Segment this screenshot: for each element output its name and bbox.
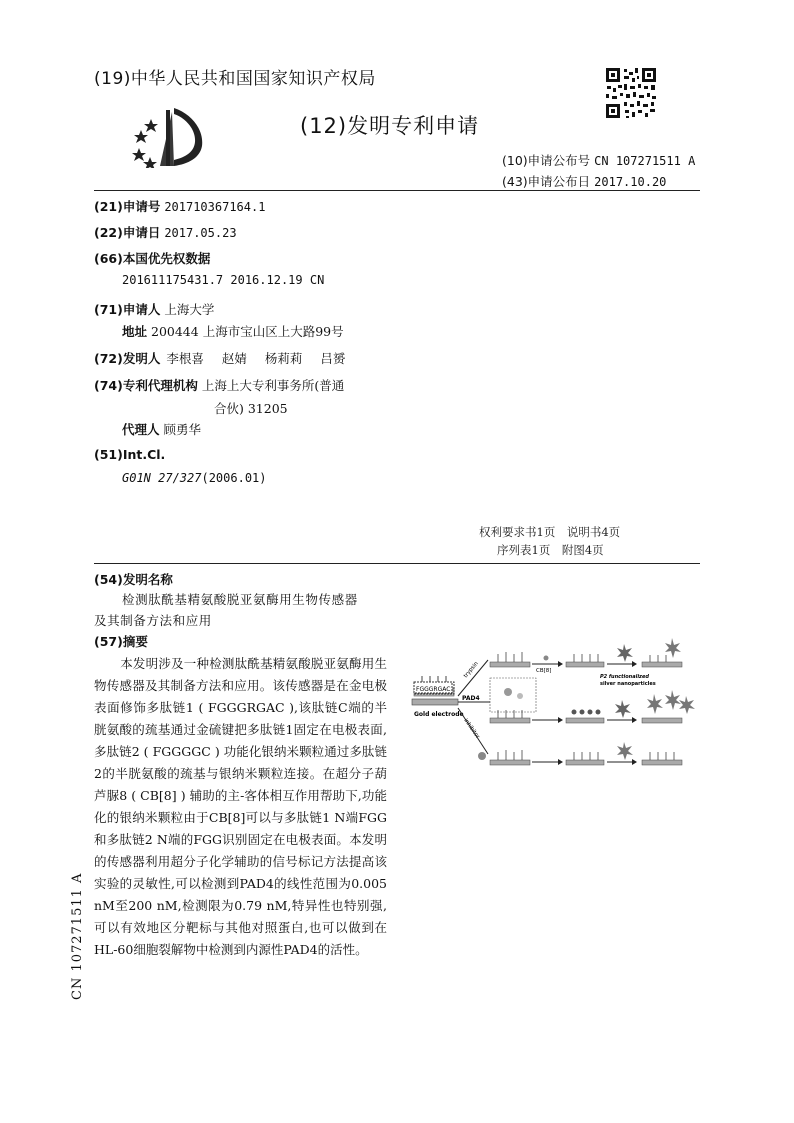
ipc-code: G01N 27/327 xyxy=(122,471,202,485)
title-label: (54)发明名称 xyxy=(94,572,173,587)
agency-label: (74)专利代理机构 xyxy=(94,378,198,393)
ipc-label: (51)Int.Cl. xyxy=(94,447,166,462)
electrode-label: Gold electrode xyxy=(414,711,464,718)
inventor: 杨莉莉 xyxy=(264,351,303,366)
section-divider xyxy=(94,563,700,564)
title-line1: 检测肽酰基精氨酸脱亚氨酶用生物传感器 xyxy=(122,592,358,607)
document-kind: (12)发明专利申请 xyxy=(300,114,480,138)
page-count-line2: 序列表1页 附图4页 xyxy=(497,543,604,557)
office-name: (19)中华人民共和国国家知识产权局 xyxy=(94,69,376,89)
abstract-figure xyxy=(410,632,698,782)
ipc-version: (2006.01) xyxy=(201,471,267,485)
agent-label: 代理人 xyxy=(122,422,160,437)
address-row xyxy=(122,322,344,340)
side-publication-number: CN 107271511 A xyxy=(70,872,85,1000)
priority-data: 201611175431.7 2016.12.19 CN xyxy=(122,273,325,287)
inhibitor-label: inhibitor xyxy=(462,717,481,740)
cb8-label: CB[8] xyxy=(536,668,552,674)
application-date-row xyxy=(94,223,237,241)
application-number: 201710367164.1 xyxy=(164,200,266,214)
publication-date-label: (43)申请公布日 xyxy=(502,174,591,189)
agency-line1: 上海上大专利事务所(普通 xyxy=(201,378,345,393)
applicant-label: (71)申请人 xyxy=(94,302,161,317)
abstract-label: (57)摘要 xyxy=(94,634,148,649)
address-label: 地址 xyxy=(122,324,148,339)
application-number-row xyxy=(94,197,265,215)
agent: 顾勇华 xyxy=(163,422,202,437)
publication-date-row xyxy=(502,172,666,190)
inventors-row xyxy=(94,349,345,367)
trypsin-label: trypsin xyxy=(462,660,480,680)
address: 200444 上海市宝山区上大路99号 xyxy=(151,324,344,339)
inventors-label: (72)发明人 xyxy=(94,351,161,366)
pad4-label: PAD4 xyxy=(462,695,480,702)
inventor: 赵婧 xyxy=(221,351,247,366)
cnipa-logo xyxy=(130,104,210,168)
application-date: 2017.05.23 xyxy=(164,226,237,240)
nano-label-line1: P2 functionalized xyxy=(600,674,649,680)
abstract-text: 本发明涉及一种检测肽酰基精氨酸脱亚氨酶用生物传感器及其制备方法和应用。该传感器是在金电极表面修饰多肽链1 ( FGGGRGAC ),该肽链C端的半胱氨酸的巯基通过金硫键把多肽链1固定在电极表面,多肽链2 ( FGGGGC ) 功能化银纳米颗粒通过多肽链2的半胱氨酸的巯基与银纳米颗粒连接。在超分子葫芦脲8 ( CB[8] ) 辅助的主-客体相互作用帮助下,功能化的银纳米颗粒由于CB[8]可以与多肽链1 N端FGG和多肽链2 N端的FGG识别固定在电极表面。本发明的传感器利用超分子化学辅助的信号标记方法提高该实验的灵敏性,可以检测到PAD4的线性范围为0.005 nM至200 nM,检测限为0.79 nM,特异性也特别强,可以有效地区分靶标与其他对照蛋白,也可以做到在HL-60细胞裂解物中检测到内源性PAD4的活性。 xyxy=(94,656,387,957)
publication-number-row xyxy=(502,151,695,169)
publication-number-label: (10)申请公布号 xyxy=(502,153,591,168)
page-count-line1: 权利要求书1页 说明书4页 xyxy=(479,525,621,539)
application-date-label: (22)申请日 xyxy=(94,225,161,240)
priority-label: (66)本国优先权数据 xyxy=(94,251,211,266)
ipc-row xyxy=(122,470,267,485)
agent-row xyxy=(122,420,201,438)
applicant: 上海大学 xyxy=(164,302,215,317)
agency-row xyxy=(94,376,344,394)
publication-date: 2017.10.20 xyxy=(594,175,667,189)
abstract-body xyxy=(94,653,387,961)
publication-number: CN 107271511 A xyxy=(594,154,696,168)
qr-code xyxy=(604,66,658,120)
applicant-row xyxy=(94,300,214,318)
peptide-label: FGGGRGAC xyxy=(416,686,451,693)
inventor: 李根喜 xyxy=(166,351,204,366)
header-divider xyxy=(94,190,700,191)
agency-line2: 合伙) 31205 xyxy=(214,401,288,416)
application-number-label: (21)申请号 xyxy=(94,199,161,214)
title-line2: 及其制备方法和应用 xyxy=(94,613,212,628)
nano-label-line2: silver nanoparticles xyxy=(600,681,656,687)
inventor: 吕赟 xyxy=(320,351,346,366)
